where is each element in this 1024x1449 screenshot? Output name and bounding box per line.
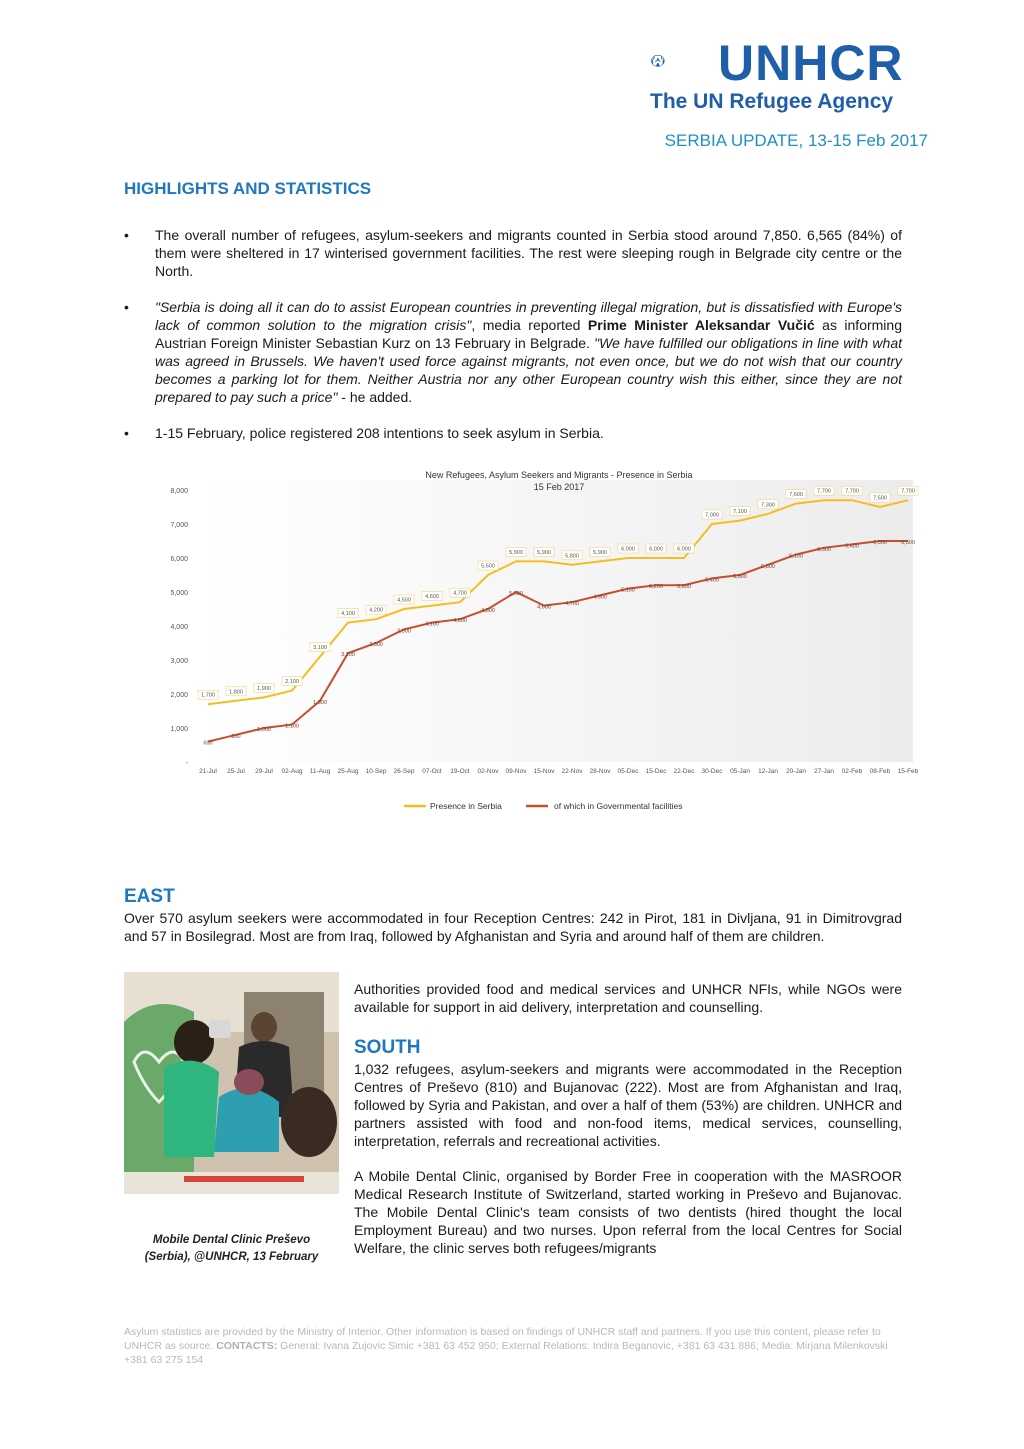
x-tick-label: 10-Sep bbox=[365, 768, 387, 775]
x-tick-label: 02-Aug bbox=[281, 768, 303, 775]
x-tick-label: 15-Feb bbox=[897, 768, 919, 775]
x-tick-label: 30-Dec bbox=[701, 768, 723, 775]
y-tick-label: 8,000 bbox=[170, 488, 188, 495]
data-label: 7,700 bbox=[817, 488, 831, 495]
x-tick-label: 22-Dec bbox=[673, 768, 695, 775]
data-label: 4,600 bbox=[425, 594, 439, 601]
data-label: 4,900 bbox=[593, 594, 607, 601]
east-text-2: Authorities provided food and medical services and UNHCR NFIs, while NGOs were available for support in aid delivery, interpretation and counselling. bbox=[354, 981, 902, 1015]
photo-caption bbox=[124, 1232, 339, 1266]
highlights-list bbox=[124, 226, 902, 460]
data-label: 4,700 bbox=[453, 590, 467, 597]
data-label: 1,800 bbox=[229, 689, 243, 696]
x-tick-label: 27-Jan bbox=[814, 768, 834, 775]
data-label: 1,100 bbox=[285, 723, 299, 730]
data-label: 6,000 bbox=[677, 546, 691, 553]
highlight-bullet-1: • The overall number of refugees, asylum-seekers and migrants counted in Serbia stood around 7,850. 6,565 (84%) of them were sheltered in 17 winterised government facilities. The rest were sleeping rough in Belgrade city centre or the North. bbox=[124, 226, 902, 280]
data-label: 5,200 bbox=[649, 584, 663, 591]
data-label: 5,000 bbox=[509, 591, 523, 597]
caption-line-1: Mobile Dental Clinic Preševo bbox=[152, 1234, 311, 1246]
chart-subtitle: 15 Feb 2017 bbox=[533, 482, 585, 492]
y-tick-label: 1,000 bbox=[170, 726, 188, 733]
data-label: 5,800 bbox=[565, 553, 579, 560]
data-label: 7,500 bbox=[873, 495, 887, 502]
bullet2-text-3: - he added. bbox=[337, 389, 413, 405]
data-label: 600 bbox=[203, 740, 213, 747]
caption-line-2: (Serbia), @UNHCR, 13 February bbox=[144, 1251, 319, 1263]
south-heading: SOUTH bbox=[354, 1037, 421, 1058]
x-tick-label: 19-Oct bbox=[450, 768, 470, 775]
data-label: 3,500 bbox=[369, 642, 383, 648]
highlight-bullet-3: • 1-15 February, police registered 208 intentions to seek asylum in Serbia. bbox=[124, 424, 902, 442]
data-label: 5,100 bbox=[621, 587, 635, 594]
x-tick-label: 07-Oct bbox=[422, 768, 442, 775]
quote-2: "We have fulfilled our obligations in line with what was agreed in Brussels. We haven't used force against migrants, not even once, but we do not wish that our country becomes a parking lot for them. Neither Austria nor any other European country wish this either, since they are not prepared to pay such a price" bbox=[155, 335, 902, 405]
data-label: 6,000 bbox=[649, 546, 663, 553]
x-tick-label: 15-Nov bbox=[533, 768, 555, 775]
east-text: Over 570 asylum seekers were accommodated in four Reception Centres: 242 in Pirot, 181 in Divljana, 91 in Dimitrovgrad and 57 in Bosilegrad. Most are from Iraq, followed by Afghanistan and Syria and around half of them are children. bbox=[124, 910, 902, 944]
data-label: 5,500 bbox=[481, 563, 495, 570]
x-tick-label: 05-Dec bbox=[617, 768, 639, 775]
bullet2-text-1: , media reported bbox=[471, 317, 588, 333]
data-label: 5,400 bbox=[705, 577, 719, 584]
data-label: 5,800 bbox=[761, 563, 775, 570]
brand-name: UNHCR bbox=[718, 35, 904, 91]
unhcr-emblem-icon bbox=[650, 36, 720, 92]
chart-svg bbox=[146, 462, 928, 855]
data-label: 7,700 bbox=[901, 488, 915, 495]
footer-text-2: General: Ivana Zujovic Simic +381 63 452 950; External Relations: Indira Beganovic, +381 63 431 886; Media: Mirjana Milenkovski +381 63 275 154 bbox=[124, 1340, 888, 1366]
data-label: 800 bbox=[231, 733, 241, 740]
data-label: 7,100 bbox=[733, 509, 747, 516]
y-tick-label: - bbox=[185, 760, 188, 767]
data-label: 4,500 bbox=[397, 597, 411, 604]
data-label: 4,100 bbox=[425, 621, 439, 628]
data-label: 3,200 bbox=[341, 652, 355, 659]
data-label: 7,300 bbox=[761, 502, 775, 509]
x-tick-label: 26-Sep bbox=[393, 768, 415, 775]
footer-contacts-label: CONTACTS: bbox=[216, 1340, 278, 1352]
footer-note bbox=[124, 1325, 904, 1367]
x-tick-label: 22-Nov bbox=[561, 768, 583, 775]
legend-governmental: of which in Governmental facilities bbox=[554, 801, 683, 811]
data-label: 6,400 bbox=[845, 543, 859, 550]
x-tick-label: 29-Jul bbox=[255, 768, 273, 775]
y-tick-label: 6,000 bbox=[170, 556, 188, 563]
data-label: 2,100 bbox=[285, 679, 299, 686]
data-label: 3,100 bbox=[313, 645, 327, 652]
data-label: 7,700 bbox=[845, 488, 859, 495]
data-label: 3,900 bbox=[397, 628, 411, 635]
presence-chart bbox=[146, 462, 928, 855]
data-label: 4,500 bbox=[481, 608, 495, 614]
x-tick-label: 25-Aug bbox=[337, 768, 359, 775]
x-tick-label: 09-Nov bbox=[505, 768, 527, 775]
y-tick-label: 5,000 bbox=[170, 590, 188, 597]
y-tick-label: 7,000 bbox=[170, 522, 188, 529]
data-label: 4,100 bbox=[341, 611, 355, 618]
data-label: 4,700 bbox=[565, 601, 579, 608]
south-text: 1,032 refugees, asylum-seekers and migrants were accommodated in the Reception Centres of Preševo (810) and Bujanovac (222). Most are from Afghanistan and Iraq, followed by Syria and Pakistan, and over a half of them (53%) are children. UNHCR and partners assisted with food and non-food items, medical services, counselling, interpretation, referrals and recreational activities. bbox=[354, 1061, 902, 1149]
data-label: 5,900 bbox=[593, 549, 607, 556]
data-label: 6,000 bbox=[621, 546, 635, 553]
x-tick-label: 08-Feb bbox=[869, 768, 891, 775]
brand-subtitle: The UN Refugee Agency bbox=[650, 90, 894, 113]
highlight-bullet-2 bbox=[124, 298, 902, 406]
data-label: 5,200 bbox=[677, 584, 691, 591]
x-tick-label: 20-Jan bbox=[786, 768, 806, 775]
x-tick-label: 05-Jan bbox=[730, 768, 750, 775]
data-label: 7,000 bbox=[705, 512, 719, 519]
footer-text-1: Asylum statistics are provided by the Ministry of Interior. Other information is based on findings of UNHCR staff and partners. If you use this content, please refer to UNHCR as source. bbox=[124, 1326, 881, 1352]
data-label: 6,500 bbox=[873, 540, 887, 546]
data-label: 6,300 bbox=[817, 546, 831, 553]
update-title: SERBIA UPDATE, 13-15 Feb 2017 bbox=[664, 131, 928, 150]
data-label: 4,200 bbox=[453, 618, 467, 625]
data-label: 1,800 bbox=[313, 699, 327, 706]
dental-clinic-photo bbox=[124, 972, 339, 1194]
y-tick-label: 4,000 bbox=[170, 624, 188, 631]
chart-title: New Refugees, Asylum Seekers and Migrants - Presence in Serbia bbox=[425, 470, 693, 480]
y-tick-label: 3,000 bbox=[170, 658, 188, 665]
x-tick-label: 02-Feb bbox=[841, 768, 863, 775]
bullet2-text-2: as informing Austrian Foreign Minister Sebastian Kurz on 13 February in Belgrade. bbox=[155, 317, 902, 351]
data-label: 1,900 bbox=[257, 685, 271, 692]
x-tick-label: 15-Dec bbox=[645, 768, 667, 775]
quote-1: "Serbia is doing all it can do to assist European countries in preventing illegal migration, but is dissatisfied with Europe's lack of common solution to the migration crisis" bbox=[155, 299, 902, 333]
highlights-heading: HIGHLIGHTS AND STATISTICS bbox=[124, 179, 372, 198]
data-label: 5,900 bbox=[537, 549, 551, 556]
legend-presence: Presence in Serbia bbox=[430, 801, 502, 811]
x-tick-label: 11-Aug bbox=[309, 768, 331, 775]
data-label: 6,100 bbox=[789, 553, 803, 560]
south-text-2: A Mobile Dental Clinic, organised by Border Free in cooperation with the MASROOR Medical Research Institute of Switzerland, started working in Preševo and Bujanovac. The Mobile Dental Clinic's team consists of two dentists (hired thought the local Employment Bureau) and two nurses. Upon referral from the local Centres for Social Welfare, the clinic serves both refugees/migrants bbox=[354, 1168, 902, 1256]
x-tick-label: 28-Nov bbox=[589, 768, 611, 775]
data-label: 1,000 bbox=[257, 727, 271, 733]
data-label: 6,500 bbox=[901, 540, 915, 546]
data-label: 5,900 bbox=[509, 549, 523, 556]
x-tick-label: 02-Nov bbox=[477, 768, 499, 775]
data-label: 4,600 bbox=[537, 604, 551, 611]
x-tick-label: 12-Jan bbox=[758, 768, 778, 775]
east-heading: EAST bbox=[124, 886, 175, 907]
data-label: 1,700 bbox=[201, 692, 215, 699]
y-tick-label: 2,000 bbox=[170, 692, 188, 699]
data-label: 7,600 bbox=[789, 492, 803, 499]
x-tick-label: 25-Jul bbox=[227, 768, 245, 775]
data-label: 4,200 bbox=[369, 607, 383, 614]
x-tick-label: 21-Jul bbox=[199, 768, 217, 775]
data-label: 5,500 bbox=[733, 574, 747, 580]
bullet2-bold: Prime Minister Aleksandar Vučić bbox=[587, 317, 815, 333]
